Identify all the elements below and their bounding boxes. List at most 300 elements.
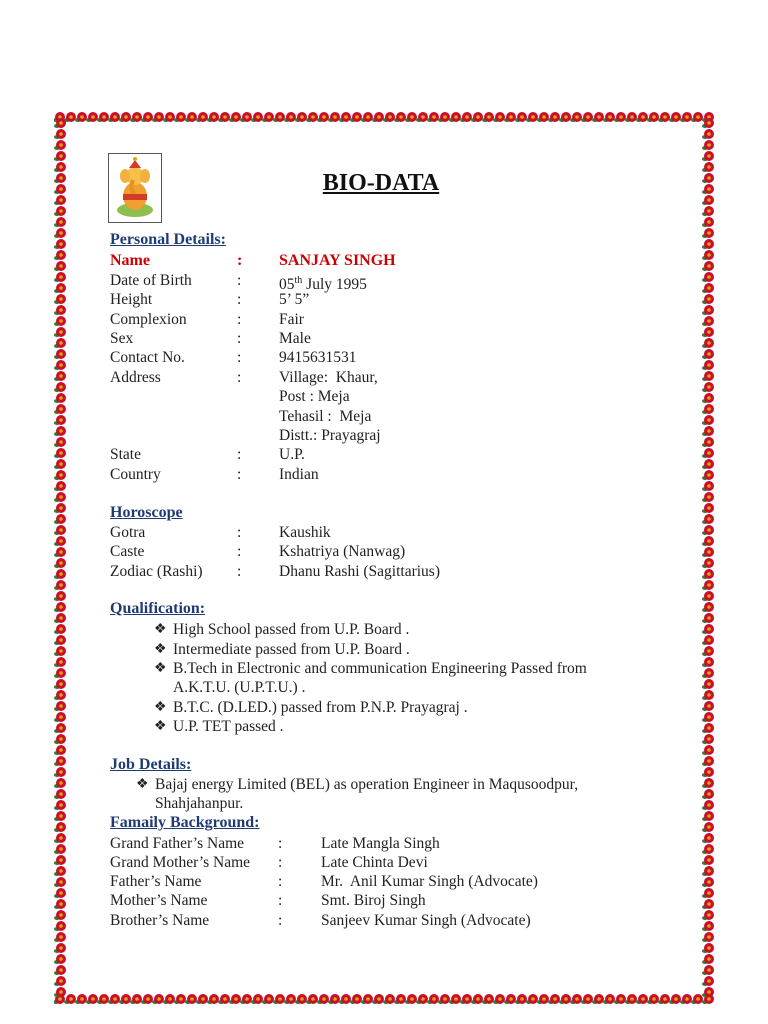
flower-border-icon [702,580,714,590]
flower-border-icon [152,112,164,122]
flower-border-icon [295,994,307,1004]
flower-border-icon [306,994,318,1004]
flower-border-icon [702,327,714,337]
flower-border-icon [702,503,714,513]
flower-border-icon [702,943,714,953]
flower-border-icon [54,360,66,370]
flower-border-icon [702,536,714,546]
flower-border-icon [702,646,714,656]
grandmother-value: Late Chinta Devi [321,854,428,871]
name-label: Name [110,252,150,269]
flower-border-icon [702,635,714,645]
flower-border-icon [383,994,395,1004]
flower-border-icon [54,635,66,645]
flower-border-icon [54,250,66,260]
flower-border-icon [174,994,186,1004]
personal-details-heading: Personal Details: [110,231,226,248]
separator: : [237,330,242,347]
flower-border-icon [702,338,714,348]
diamond-bullet-icon: ❖ [154,661,167,676]
flower-border-icon [702,657,714,667]
flower-border-icon [460,112,472,122]
flower-border-icon [240,994,252,1004]
flower-border-icon [603,112,615,122]
flower-border-icon [54,701,66,711]
flower-border-icon [405,994,417,1004]
flower-border-icon [658,112,670,122]
flower-border-icon [504,112,516,122]
flower-border-icon [54,888,66,898]
flower-border-icon [471,994,483,1004]
flower-border-icon [54,448,66,458]
flower-border-icon [449,112,461,122]
flower-border-icon [54,756,66,766]
gotra-value: Kaushik [279,524,331,541]
flower-border-icon [218,994,230,1004]
sex-label: Sex [110,330,134,347]
separator: : [237,349,242,366]
flower-border-icon [702,899,714,909]
diamond-bullet-icon: ❖ [154,719,167,734]
flower-border-icon [54,976,66,986]
diamond-bullet-icon: ❖ [154,642,167,657]
flower-border-icon [702,250,714,260]
flower-border-icon [702,151,714,161]
diamond-bullet-icon: ❖ [136,777,149,792]
flower-border-icon [702,756,714,766]
flower-border-icon [54,778,66,788]
flower-border-icon [702,261,714,271]
flower-border-icon [702,228,714,238]
flower-border-icon [54,745,66,755]
flower-border-icon [86,112,98,122]
job-details-heading: Job Details: [110,756,192,773]
flower-border-icon [54,987,66,997]
flower-border-icon [581,994,593,1004]
horoscope-heading: Horoscope [110,504,183,521]
flower-border-icon [54,437,66,447]
flower-border-icon [702,965,714,975]
flower-border-icon [54,294,66,304]
flower-border-icon [603,994,615,1004]
flower-border-icon [54,272,66,282]
flower-border-icon [702,789,714,799]
flower-border-icon [54,239,66,249]
flower-border-icon [54,151,66,161]
flower-border-icon [383,112,395,122]
flower-border-icon [54,613,66,623]
flower-border-icon [54,690,66,700]
flower-border-icon [54,316,66,326]
flower-border-icon [427,994,439,1004]
flower-border-icon [482,994,494,1004]
flower-border-icon [427,112,439,122]
flower-border-icon [526,994,538,1004]
flower-border-icon [54,481,66,491]
flower-border-icon [680,112,692,122]
flower-border-icon [262,994,274,1004]
flower-border-icon [54,140,66,150]
flower-border-icon [54,679,66,689]
father-label: Father’s Name [110,873,202,890]
page-title: BIO-DATA [322,170,440,196]
flower-border-icon [614,994,626,1004]
flower-border-icon [86,994,98,1004]
flower-border-icon [54,206,66,216]
flower-border-icon [559,112,571,122]
flower-border-icon [702,668,714,678]
flower-border-icon [350,112,362,122]
flower-border-icon [54,734,66,744]
flower-border-icon [130,994,142,1004]
flower-border-icon [54,855,66,865]
flower-border-icon [317,994,329,1004]
flower-border-icon [702,822,714,832]
flower-border-icon [394,994,406,1004]
flower-border-icon [702,305,714,315]
flower-border-icon [702,734,714,744]
flower-border-icon [54,118,66,128]
flower-border-icon [438,994,450,1004]
separator: : [237,311,242,328]
flower-border-icon [54,943,66,953]
state-label: State [110,446,141,463]
flower-border-icon [54,129,66,139]
flower-border-icon [174,112,186,122]
flower-border-top [54,108,716,126]
flower-border-icon [702,954,714,964]
flower-border-icon [54,569,66,579]
diamond-bullet-icon: ❖ [154,622,167,637]
flower-border-icon [119,112,131,122]
flower-border-bottom [54,990,716,1008]
flower-border-icon [702,679,714,689]
flower-border-icon [54,811,66,821]
flower-border-icon [581,112,593,122]
flower-border-icon [702,239,714,249]
flower-border-icon [405,112,417,122]
flower-border-icon [559,994,571,1004]
flower-border-icon [54,371,66,381]
flower-border-icon [54,349,66,359]
flower-border-icon [702,316,714,326]
country-label: Country [110,466,161,483]
flower-border-icon [251,994,263,1004]
flower-border-icon [702,547,714,557]
mother-value: Smt. Biroj Singh [321,892,426,909]
flower-border-icon [702,613,714,623]
flower-border-left [54,108,68,1008]
flower-border-icon [54,338,66,348]
flower-border-icon [54,503,66,513]
flower-border-icon [526,112,538,122]
flower-border-icon [548,994,560,1004]
flower-border-icon [361,112,373,122]
flower-border-icon [493,994,505,1004]
flower-border-icon [54,624,66,634]
flower-border-icon [54,327,66,337]
flower-border-icon [54,866,66,876]
flower-border-icon [54,800,66,810]
flower-border-icon [317,112,329,122]
flower-border-icon [702,272,714,282]
flower-border-icon [702,976,714,986]
flower-border-icon [702,712,714,722]
separator: : [237,272,242,289]
flower-border-icon [592,994,604,1004]
flower-border-icon [54,921,66,931]
separator: : [278,912,283,929]
separator: : [237,524,242,541]
flower-border-icon [54,382,66,392]
flower-border-icon [702,492,714,502]
country-value: Indian [279,466,319,483]
flower-border-icon [152,994,164,1004]
flower-border-icon [702,404,714,414]
flower-border-icon [537,994,549,1004]
flower-border-icon [702,448,714,458]
flower-border-icon [196,112,208,122]
height-label: Height [110,291,153,308]
flower-border-icon [636,112,648,122]
flower-border-icon [702,382,714,392]
flower-border-icon [97,112,109,122]
flower-border-icon [130,112,142,122]
flower-border-icon [702,701,714,711]
flower-border-icon [702,800,714,810]
flower-border-icon [54,459,66,469]
separator: : [237,291,242,308]
address-line: Tehasil : Meja [279,408,372,425]
flower-border-icon [54,932,66,942]
flower-border-icon [702,811,714,821]
flower-border-icon [251,112,263,122]
father-value: Mr. Anil Kumar Singh (Advocate) [321,873,538,890]
flower-border-icon [54,899,66,909]
flower-border-icon [702,767,714,777]
flower-border-icon [54,525,66,535]
flower-border-icon [54,514,66,524]
flower-border-icon [54,470,66,480]
flower-border-icon [273,112,285,122]
flower-border-icon [702,745,714,755]
flower-border-icon [570,994,582,1004]
flower-border-icon [328,994,340,1004]
state-value: U.P. [279,446,305,463]
brother-label: Brother’s Name [110,912,210,929]
flower-border-icon [54,393,66,403]
flower-border-icon [702,844,714,854]
flower-border-icon [669,112,681,122]
flower-border-icon [207,994,219,1004]
family-background-heading: Famaily Background: [110,814,260,831]
flower-border-icon [350,994,362,1004]
flower-border-icon [471,112,483,122]
flower-border-icon [625,112,637,122]
flower-border-icon [207,112,219,122]
flower-border-icon [361,994,373,1004]
flower-border-icon [702,932,714,942]
flower-border-icon [54,789,66,799]
gotra-label: Gotra [110,524,146,541]
flower-border-icon [119,994,131,1004]
flower-border-icon [702,426,714,436]
flower-border-icon [54,712,66,722]
caste-label: Caste [110,543,145,560]
address-line: Post : Meja [279,388,350,405]
address-line: Village: Khaur, [279,369,378,386]
flower-border-icon [54,547,66,557]
flower-border-icon [702,514,714,524]
flower-border-icon [295,112,307,122]
mother-label: Mother’s Name [110,892,208,909]
height-value: 5’ 5” [279,291,310,308]
contact-label: Contact No. [110,349,185,366]
flower-border-icon [702,602,714,612]
flower-border-icon [54,217,66,227]
flower-border-icon [702,624,714,634]
flower-border-icon [54,591,66,601]
flower-border-icon [262,112,274,122]
flower-border-icon [702,866,714,876]
flower-border-icon [75,994,87,1004]
qualification-heading: Qualification: [110,600,206,617]
flower-border-icon [372,994,384,1004]
flower-border-icon [625,994,637,1004]
flower-border-icon [702,437,714,447]
flower-border-icon [163,994,175,1004]
flower-border-icon [54,833,66,843]
separator: : [237,252,243,269]
flower-border-icon [54,602,66,612]
flower-border-icon [702,723,714,733]
flower-border-icon [163,112,175,122]
flower-border-icon [702,690,714,700]
flower-border-icon [702,206,714,216]
flower-border-icon [339,994,351,1004]
flower-border-icon [54,844,66,854]
flower-border-icon [339,112,351,122]
flower-border-icon [54,305,66,315]
flower-border-icon [702,294,714,304]
flower-border-icon [54,492,66,502]
flower-border-icon [416,112,428,122]
grandmother-label: Grand Mother’s Name [110,854,251,871]
flower-border-icon [702,470,714,480]
flower-border-icon [54,558,66,568]
address-label: Address [110,369,161,386]
flower-border-icon [592,112,604,122]
flower-border-right [702,108,716,1008]
flower-border-icon [504,994,516,1004]
flower-border-icon [97,994,109,1004]
dob-value: 05th July 1995 [279,275,367,294]
flower-border-icon [702,910,714,920]
flower-border-icon [394,112,406,122]
separator: : [278,854,283,871]
separator: : [278,873,283,890]
flower-border-icon [54,954,66,964]
flower-border-icon [702,855,714,865]
flower-border-icon [141,994,153,1004]
flower-border-icon [141,112,153,122]
flower-border-icon [702,525,714,535]
flower-border-icon [185,994,197,1004]
flower-border-icon [54,426,66,436]
flower-border-icon [54,877,66,887]
flower-border-icon [702,778,714,788]
flower-border-icon [702,888,714,898]
flower-border-icon [240,112,252,122]
flower-border-icon [54,668,66,678]
flower-border-icon [229,994,241,1004]
contact-value: 9415631531 [279,349,357,366]
flower-border-icon [702,877,714,887]
flower-border-icon [702,987,714,997]
flower-border-icon [548,112,560,122]
flower-border-icon [702,217,714,227]
caste-value: Kshatriya (Nanwag) [279,543,406,560]
flower-border-icon [306,112,318,122]
flower-border-icon [218,112,230,122]
flower-border-icon [702,393,714,403]
flower-border-icon [493,112,505,122]
complexion-value: Fair [279,311,304,328]
flower-border-icon [702,558,714,568]
sex-value: Male [279,330,311,347]
flower-border-icon [570,112,582,122]
flower-border-icon [229,112,241,122]
flower-border-icon [75,112,87,122]
flower-border-icon [702,140,714,150]
separator: : [237,466,242,483]
flower-border-icon [702,349,714,359]
flower-border-icon [54,580,66,590]
flower-border-icon [54,415,66,425]
address-line: Distt.: Prayagraj [279,427,381,444]
flower-border-icon [54,910,66,920]
flower-border-icon [54,822,66,832]
dob-label: Date of Birth [110,272,192,289]
flower-border-icon [185,112,197,122]
flower-border-icon [284,112,296,122]
flower-border-icon [482,112,494,122]
flower-border-icon [108,994,120,1004]
flower-border-icon [702,129,714,139]
flower-border-icon [328,112,340,122]
flower-border-icon [108,112,120,122]
flower-border-icon [702,591,714,601]
flower-border-icon [669,994,681,1004]
zodiac-value: Dhanu Rashi (Sagittarius) [279,563,441,580]
flower-border-icon [54,404,66,414]
flower-border-icon [702,360,714,370]
flower-border-icon [54,536,66,546]
flower-border-icon [54,965,66,975]
separator: : [237,563,242,580]
flower-border-icon [702,283,714,293]
flower-border-icon [658,994,670,1004]
flower-border-icon [702,569,714,579]
complexion-label: Complexion [110,311,187,328]
flower-border-icon [372,112,384,122]
brother-value: Sanjeev Kumar Singh (Advocate) [321,912,531,929]
flower-border-icon [54,228,66,238]
separator: : [237,446,242,463]
flower-border-icon [702,371,714,381]
flower-border-icon [54,723,66,733]
flower-border-icon [702,459,714,469]
